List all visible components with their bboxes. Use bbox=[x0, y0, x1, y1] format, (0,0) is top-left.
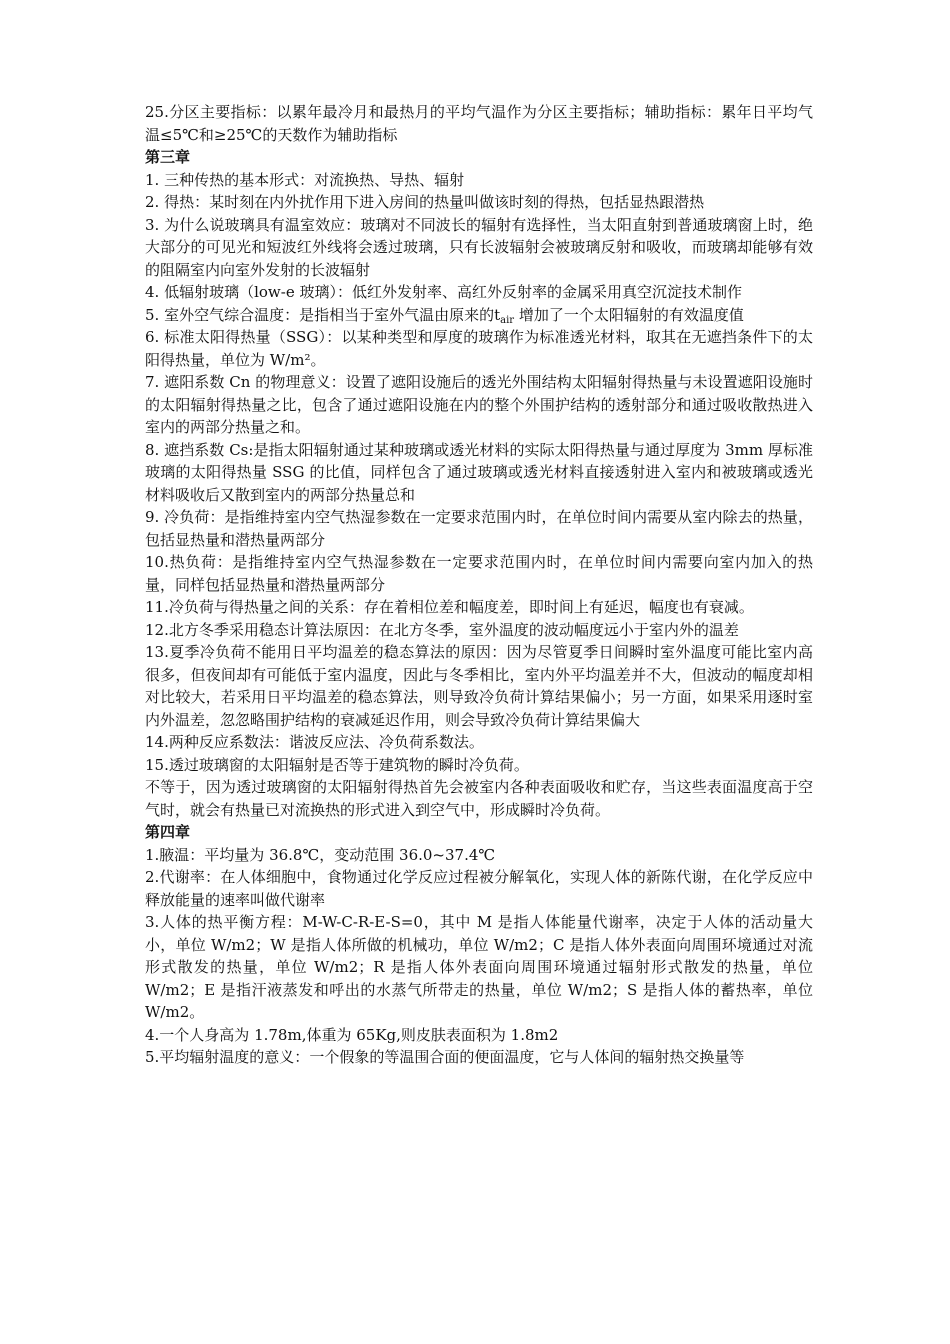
ch3-item-15-answer: 不等于，因为透过玻璃窗的太阳辐射得热首先会被室内各种表面吸收和贮存，当这些表面温度高于空气时，就会有热量已对流换热的形式进入到空气中，形成瞬时冷负荷。 bbox=[145, 778, 813, 819]
ch3-item-7: 7. 遮阳系数 Cn 的物理意义：设置了遮阳设施后的透光外围结构太阳辐射得热量与未设置遮阳设施时的太阳辐射得热量之比，包含了通过遮阳设施在内的整个外围护结构的透射部分和通过吸收散热进入室内的两部分热量之和。 bbox=[145, 373, 813, 436]
chapter-3-heading: 第三章 bbox=[145, 148, 191, 166]
ch3-item-11: 11.冷负荷与得热量之间的关系：存在着相位差和幅度差，即时间上有延迟，幅度也有衰减。 bbox=[145, 598, 754, 616]
document-page bbox=[145, 101, 813, 1069]
ch3-item-2: 2. 得热：某时刻在内外扰作用下进入房间的热量叫做该时刻的得热，包括显热跟潜热 bbox=[145, 193, 705, 211]
ch3-item-10: 10.热负荷：是指维持室内空气热湿参数在一定要求范围内时，在单位时间内需要向室内加入的热量，同样包括显热量和潜热量两部分 bbox=[145, 553, 813, 594]
ch3-item-4: 4. 低辐射玻璃（low-e 玻璃）：低红外发射率、高红外反射率的金属采用真空沉淀技术制作 bbox=[145, 283, 742, 301]
ch4-item-1: 1.腋温：平均量为 36.8℃，变动范围 36.0~37.4℃ bbox=[145, 845, 496, 864]
ch3-item-5-text-a: 5. 室外空气综合温度：是指相当于室外气温由原来的t bbox=[145, 305, 501, 324]
ch4-item-2: 2.代谢率：在人体细胞中，食物通过化学反应过程被分解氧化，实现人体的新陈代谢，在化学反应中释放能量的速率叫做代谢率 bbox=[145, 868, 813, 909]
paragraph-25: 25.分区主要指标：以累年最冷月和最热月的平均气温作为分区主要指标；辅助指标：累年日平均气温≤5℃和≥25℃的天数作为辅助指标 bbox=[145, 103, 813, 144]
ch3-item-5 bbox=[145, 304, 813, 327]
ch3-item-3: 3. 为什么说玻璃具有温室效应：玻璃对不同波长的辐射有选择性，当太阳直射到普通玻璃窗上时，绝大部分的可见光和短波红外线将会透过玻璃，只有长波辐射会被玻璃反射和吸收，而玻璃却能够有效的阻隔室内向室外发射的长波辐射 bbox=[145, 215, 813, 279]
ch3-item-6: 6. 标准太阳得热量（SSG）：以某种类型和厚度的玻璃作为标准透光材料，取其在无遮挡条件下的太阳得热量，单位为 W/m²。 bbox=[145, 328, 813, 369]
ch3-item-9: 9. 冷负荷：是指维持室内空气热湿参数在一定要求范围内时，在单位时间内需要从室内除去的热量，包括显热量和潜热量两部分 bbox=[145, 508, 813, 549]
ch3-item-15: 15.透过玻璃窗的太阳辐射是否等于建筑物的瞬时冷负荷。 bbox=[145, 755, 529, 774]
ch3-item-5-text-b: 增加了一个太阳辐射的有效温度值 bbox=[514, 305, 744, 324]
ch4-item-4: 4.一个人身高为 1.78m,体重为 65Kg,则皮肤表面积为 1.8m2 bbox=[145, 1025, 559, 1044]
ch3-item-1: 1. 三种传热的基本形式：对流换热、导热、辐射 bbox=[145, 170, 465, 189]
ch3-item-5-subscript: air bbox=[500, 314, 515, 326]
ch3-item-14: 14.两种反应系数法：谐波反应法、冷负荷系数法。 bbox=[145, 733, 484, 751]
chapter-4-heading: 第四章 bbox=[145, 823, 191, 841]
ch3-item-13: 13.夏季冷负荷不能用日平均温差的稳态算法的原因：因为尽管夏季日间瞬时室外温度可能比室内高很多，但夜间却有可能低于室内温度，因此与冬季相比，室内外平均温差并不大，但波动的幅度却相对比较大，若采用日平均温差的稳态算法，则导致冷负荷计算结果偏小；另一方面，如果采用逐时室内外温差，忽忽略围护结构的衰减延迟作用，则会导致冷负荷计算结果偏大 bbox=[145, 643, 813, 729]
ch4-item-3: 3.人体的热平衡方程：M-W-C-R-E-S=0，其中 M 是指人体能量代谢率，决定于人体的活动量大小，单位 W/m2；W 是指人体所做的机械功，单位 W/m2；C 是指人体外表面向周围环境通过对流形式散发的热量，单位 W/m2；R 是指人体外表面向周围环境通过辐射形式散发的热量，单位 W/m2；E 是指汗液蒸发和呼出的水蒸气所带走的热量，单位 W/m2；S 是指人体的蓄热率，单位 W/m2。 bbox=[145, 913, 813, 1021]
ch3-item-12: 12.北方冬季采用稳态计算法原因：在北方冬季，室外温度的波动幅度远小于室内外的温差 bbox=[145, 620, 739, 639]
ch4-item-5: 5.平均辐射温度的意义：一个假象的等温围合面的便面温度，它与人体间的辐射热交换量等 bbox=[145, 1048, 745, 1066]
ch3-item-8: 8. 遮挡系数 Cs:是指太阳辐射通过某种玻璃或透光材料的实际太阳得热量与通过厚度为 3mm 厚标准玻璃的太阳得热量 SSG 的比值，同样包含了通过玻璃或透光材料直接透射进入室内和被玻璃或透光材料吸收后又散到室内的两部分热量总和 bbox=[145, 440, 813, 504]
